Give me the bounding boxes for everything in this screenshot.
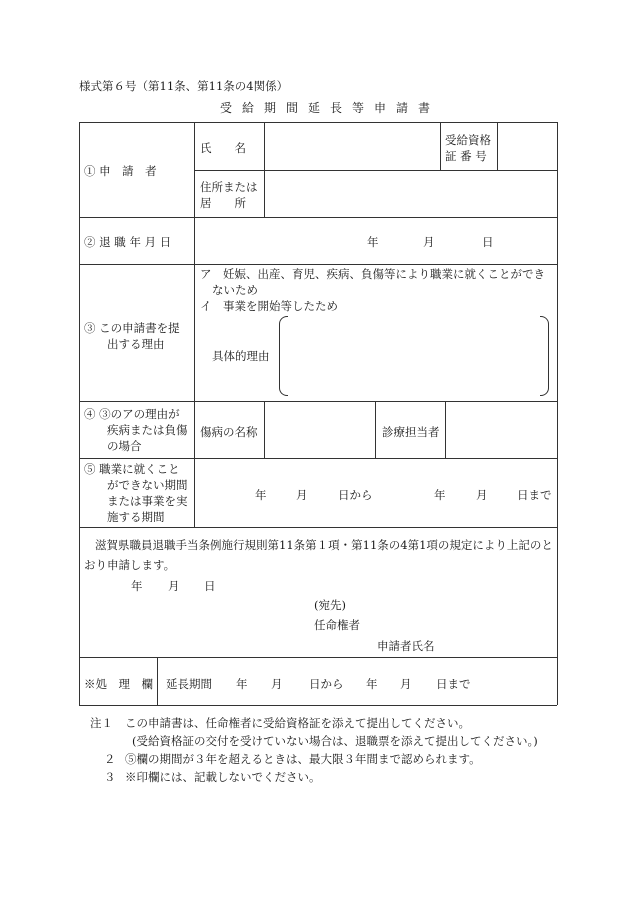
- statement-date-month: 月: [168, 579, 180, 593]
- appointer: 任命権者: [314, 618, 360, 632]
- reason-option-a-2: ないため: [212, 283, 258, 297]
- applicant-label: ① 申 請 者: [84, 164, 157, 178]
- form-title: 受給期間延長等申請書: [220, 101, 441, 115]
- processing-from-day: 日から: [309, 677, 344, 691]
- statement-line2: おり申請します。: [84, 558, 176, 572]
- left-bracket: [279, 316, 288, 396]
- retirement-day: 日: [482, 235, 494, 249]
- address-label-1: 住所または: [200, 180, 258, 194]
- note1-prefix: 注１: [90, 716, 113, 730]
- period-to-month: 月: [476, 488, 488, 502]
- illness-name-label: 傷病の名称: [200, 425, 258, 439]
- period-label-1: ⑤ 職業に就くこと: [84, 462, 180, 476]
- note1-subtext: (受給資格証の交付を受けていない場合は、退職票を添えて提出してください。): [132, 734, 538, 748]
- doctor-label: 診療担当者: [382, 425, 440, 439]
- reason-label-2: 出する理由: [107, 337, 165, 351]
- form-number: 様式第６号（第11条、第11条の4関係）: [79, 79, 289, 93]
- cert-number-label-1: 受給資格: [445, 133, 491, 147]
- processing-to-year: 年: [366, 677, 378, 691]
- extension-label: 延長期間: [166, 677, 212, 691]
- period-label-4: 施する期間: [107, 510, 165, 524]
- processing-from-year: 年: [236, 677, 248, 691]
- period-to-day: 日まで: [517, 488, 552, 502]
- doctor-field[interactable]: [446, 402, 556, 457]
- reason-label-1: ③ この申請書を提: [84, 321, 180, 335]
- period-from-day: 日から: [338, 488, 373, 502]
- statement-line1: 滋賀県職員退職手当条例施行規則第11条第１項・第11条の4第1項の規定により上記のと: [95, 538, 553, 552]
- note3-prefix: ３: [104, 770, 116, 784]
- period-label-2: ができない期間: [107, 478, 188, 492]
- name-label: 氏 名: [200, 141, 246, 155]
- specific-reason-field[interactable]: [290, 318, 538, 392]
- retirement-date-label: ② 退 職 年 月 日: [84, 235, 172, 249]
- note1-text: この申請書は、任命権者に受給資格証を添えて提出してください。: [125, 716, 470, 730]
- cert-number-label-2: 証 番 号: [445, 149, 487, 163]
- period-to-year: 年: [434, 488, 446, 502]
- period-from-year: 年: [255, 488, 267, 502]
- statement-date-day: 日: [204, 579, 216, 593]
- name-field[interactable]: [265, 123, 439, 169]
- statement-date-year: 年: [131, 579, 143, 593]
- illness-label-3: の場合: [107, 439, 142, 453]
- address-field[interactable]: [265, 171, 556, 216]
- addressee: (宛先): [314, 598, 346, 612]
- period-label-3: または事業を実: [107, 494, 188, 508]
- processing-to-month: 月: [400, 677, 412, 691]
- note3-text: ※印欄には、記載しないでください。: [125, 770, 321, 784]
- note2-prefix: ２: [104, 752, 116, 766]
- retirement-month: 月: [423, 235, 435, 249]
- processing-from-month: 月: [271, 677, 283, 691]
- applicant-name-label: 申請者氏名: [377, 639, 435, 653]
- reason-option-i: イ 事業を開始等したため: [200, 299, 338, 313]
- illness-label-2: 疾病または負傷: [107, 423, 188, 437]
- processing-label: ※処 理 欄: [84, 677, 153, 691]
- note2-text: ⑤欄の期間が３年を超えるときは、最大限３年間まで認められます。: [125, 752, 481, 766]
- reason-option-a-1: ア 妊娠、出産、育児、疾病、負傷等により職業に就くことができ: [200, 267, 545, 281]
- cert-number-field[interactable]: [498, 123, 556, 169]
- period-from-month: 月: [296, 488, 308, 502]
- processing-to-day: 日まで: [436, 677, 471, 691]
- specific-reason-label: 具体的理由: [212, 349, 270, 363]
- illness-name-field[interactable]: [265, 402, 374, 457]
- retirement-year: 年: [367, 235, 379, 249]
- right-bracket: [540, 316, 549, 396]
- address-label-2: 居 所: [200, 196, 246, 210]
- illness-label-1: ④ ③のアの理由が: [84, 407, 180, 421]
